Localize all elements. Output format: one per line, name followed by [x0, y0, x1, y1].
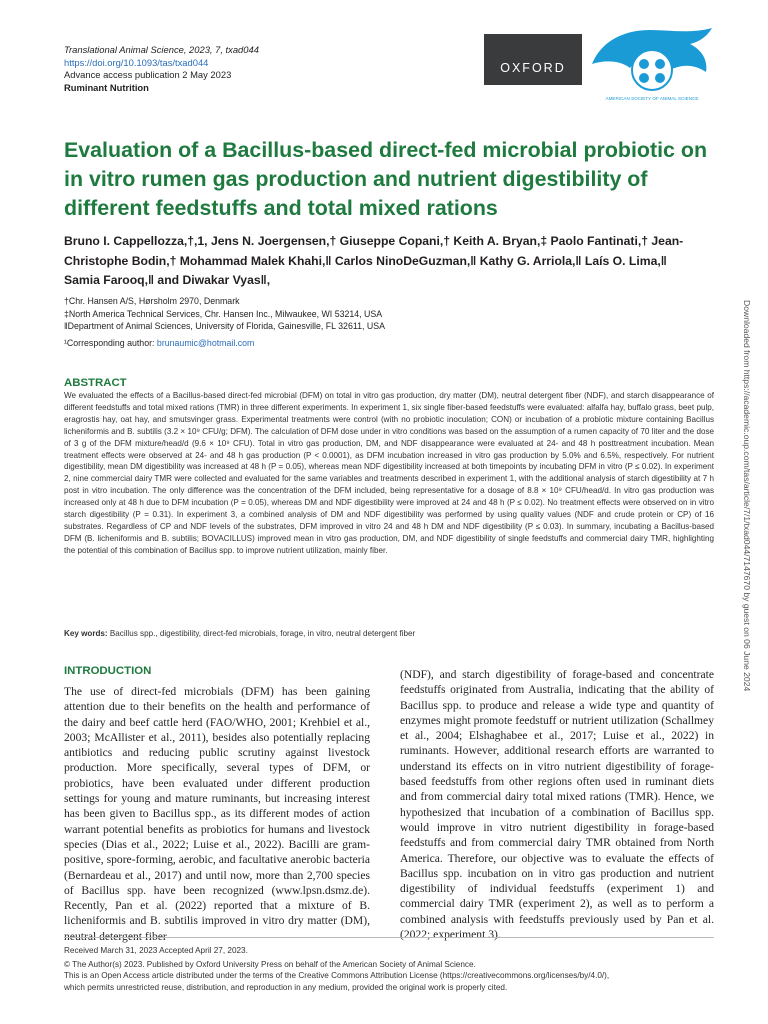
journal-header — [64, 44, 364, 94]
corresponding-label: ¹Corresponding author: — [64, 338, 157, 348]
license-line-2: which permits unrestricted reuse, distribution, and reproduction in any medium, provided the original work is properly cited. — [64, 982, 508, 992]
advance-access: Advance access publication 2 May 2023 — [64, 69, 232, 81]
affiliation-1: †Chr. Hansen A/S, Hørsholm 2970, Denmark — [64, 296, 240, 306]
introduction-left-column: The use of direct-fed microbials (DFM) has been gaining attention due to their benefits on the health and performance of the dairy and beef cattle herd (FAO/WHO, 2001; Krehbiel et al., 2003; McAllister et al., 2011), besides also potentially replacing antibiotics and reducing public scrutiny against livestock production. More specifically, several types of DFM, or probiotics, have been evaluated under different production settings for young and mature ruminants, but increasing interest has been given to Bacillus spp., as its different modes of action warrant potential benefits as probiotics for humans and livestock species (Dias et al., 2022; Luise et al., 2022). Bacilli are gram-positive, spore-forming, aerobic, and facultative anerobic bacteria (Bernardeau et al., 2017) and until now, more than 2,700 species of Bacillus spp. have been recognized (www.lpsn.dsmz.de). Recently, Pan et al. (2022) reported that a mixture of B. licheniformis and B. subtilis improved in vitro dry matter (DM), neutral detergent fiber — [64, 685, 370, 943]
keywords-text: Bacillus spp., digestibility, direct-fed microbials, forage, in vitro, neutral detergent fiber — [109, 629, 416, 638]
introduction-right-column: (NDF), and starch digestibility of forage-based and concentrate feedstuffs originated from Australia, indicating that the ability of Bacillus spp. to produce and release a wide type and quantity of enzymes might promote feedstuff or nutrient utilization (Schallmey et al., 2004; Elshaghabee et al., 2017; Luise et al., 2022) in ruminants. However, additional research efforts are warranted to understand its effects on in vitro nutrient digestibility of forage-based feedstuffs from other regions often used in ruminant diets and from commercial dairy total mixed rations (TMR). Hence, we hypothesized that incubation of a combination of Bacillus spp. would improve in vitro nutrient digestibility in forage-based feedstuffs and from commercial dairy TMR obtained from North America. Therefore, our objective was to evaluate the effects of Bacillus spp. incubation on in vitro gas production and nutrient digestibility of individual feedstuffs (experiment 1) and commercial dairy TMR (experiment 2), as well as to perform a combined analysis with feedstuffs previously used by Pan et al. (2022; experiment 3). — [400, 668, 714, 942]
abstract-heading: ABSTRACT — [64, 377, 127, 389]
footer — [64, 945, 724, 993]
affiliation-2: ‡North America Technical Services, Chr. Hansen Inc., Milwaukee, WI 53214, USA — [64, 308, 383, 319]
copyright: © The Author(s) 2023. Published by Oxford University Press on behalf of the American Society of Animal Science. — [64, 959, 476, 969]
author-list: Bruno I. Cappellozza,†,1, Jens N. Joergensen,† Giuseppe Copani,† Keith A. Bryan,‡ Paolo Fantinati,† Jean-Christophe Bodin,† Mohammad Malek Khahi,‖ Carlos NinoDeGuzman,‖ Kathy G. Arriola,‖ Laís O. Lima,‖ Samia Farooq,‖ and Diwakar Vyas‖, — [64, 234, 684, 288]
asas-logo-icon[interactable] — [590, 24, 714, 104]
footer-divider — [64, 937, 714, 938]
keywords — [64, 629, 714, 638]
received-dates: Received March 31, 2023 Accepted April 27, 2023. — [64, 946, 248, 955]
affiliation-3: ‖Department of Animal Sciences, University of Florida, Gainesville, FL 32611, USA — [64, 321, 385, 332]
keywords-label: Key words: — [64, 629, 108, 638]
download-note — [740, 300, 752, 800]
oxford-logo-text: OXFORD — [500, 61, 566, 75]
corresponding-email-link[interactable]: brunaumic@hotmail.com — [156, 338, 255, 348]
doi-link[interactable]: https://doi.org/10.1093/tas/txad044 — [64, 56, 209, 68]
asas-logo-text: AMERICAN SOCIETY OF ANIMAL SCIENCE — [605, 96, 699, 101]
corresponding-author — [64, 338, 564, 348]
abstract-body: We evaluated the effects of a Bacillus-based direct-fed microbial (DFM) on total in vitro gas production, dry matter (DM), neutral detergent fiber (NDF), and starch disappearance of different feedstuffs and total mixed rations (TMR) in three different experiments. In experiment 1, six single fiber-based feedstuffs were evaluated: alfalfa hay, buffalo grass, beet pulp, eragrostis hay, oat hay, and smutsvinger grass. Experimental treatments were control (with no probiotic inoculation; CON) or incubation of a probiotic mixture containing Bacillus licheniformis and B. subtilis (3.2 × 10⁹ CFU/g; DFM). The calculation of DFM dose under in vitro conditions was based on the assumption of a rumen capacity of 70 liter and the dose of 3 g of the DFM mixture/head/d (9.6 × 10⁹ CFU). Total in vitro gas production, DM, and NDF disappearance were evaluated at 24- and 48 h posttreatment incubation. Mean treatment effects were observed at 24- and 48 h gas production (P < 0.0001), as DFM incubation increased in vitro gas production by 5.0% and 6.5%, respectively. For nutrient digestibility, mean DM digestibility was increased at 48 h (P = 0.05), whereas mean NDF digestibility increased at both timepoints by incubating DFM in vitro (P ≤ 0.02). In experiment 2, nine commercial dairy TMR were collected and evaluated for the same variables and treatments described in experiment 1, with the additional analysis of starch digestibility at 7 h post in vitro incubation. The only difference was the concentration of the DFM included, being representative for a dosage of 8.8 × 10⁹ CFU/head/d. In vitro gas production was increased only at 48 h due to DFM incubation (P = 0.05), whereas DM and NDF digestibility were improved at 24 and 48 h (P ≤ 0.02). No treatment effects were observed on in vitro starch digestibility (P = 0.31). In experiment 3, a combined analysis of DM and NDF digestibility was performed by using quality values (NDF and crude protein or CP) of 16 substrates. Regardless of CP and NDF levels of the substrates, DFM improved in vitro 24 and 48 h DM and NDF digestibility (P ≤ 0.03). In summary, incubating a Bacillus-based DFM (B. licheniformis and B. subtilis; BOVACILLUS) improved mean in vitro gas production, DM, and NDF digestibility of single feedstuffs and commercial dairy TMR, highlighting the potential of this combination of Bacillus spp. to improve nutrient utilization, mainly fiber. — [64, 391, 714, 555]
oxford-logo[interactable] — [484, 34, 582, 85]
article-section: Ruminant Nutrition — [64, 81, 149, 93]
journal-citation: Translational Animal Science, 2023, 7, txad044 — [64, 44, 259, 55]
introduction-heading: INTRODUCTION — [64, 665, 152, 677]
download-note-text: Downloaded from https://academic.oup.com/tas/article/7/1/txad044/7147670 by guest on 06 June 2024 — [742, 300, 752, 692]
article-title: Evaluation of a Bacillus-based direct-fed microbial probiotic on in vitro rumen gas production and nutrient digestibility of different feedstuffs and total mixed rations — [64, 138, 708, 220]
affiliations — [64, 295, 564, 333]
license-line-1: This is an Open Access article distributed under the terms of the Creative Commons Attribution License (https://creativecommons.org/licenses/by/4.0/), — [64, 971, 610, 981]
